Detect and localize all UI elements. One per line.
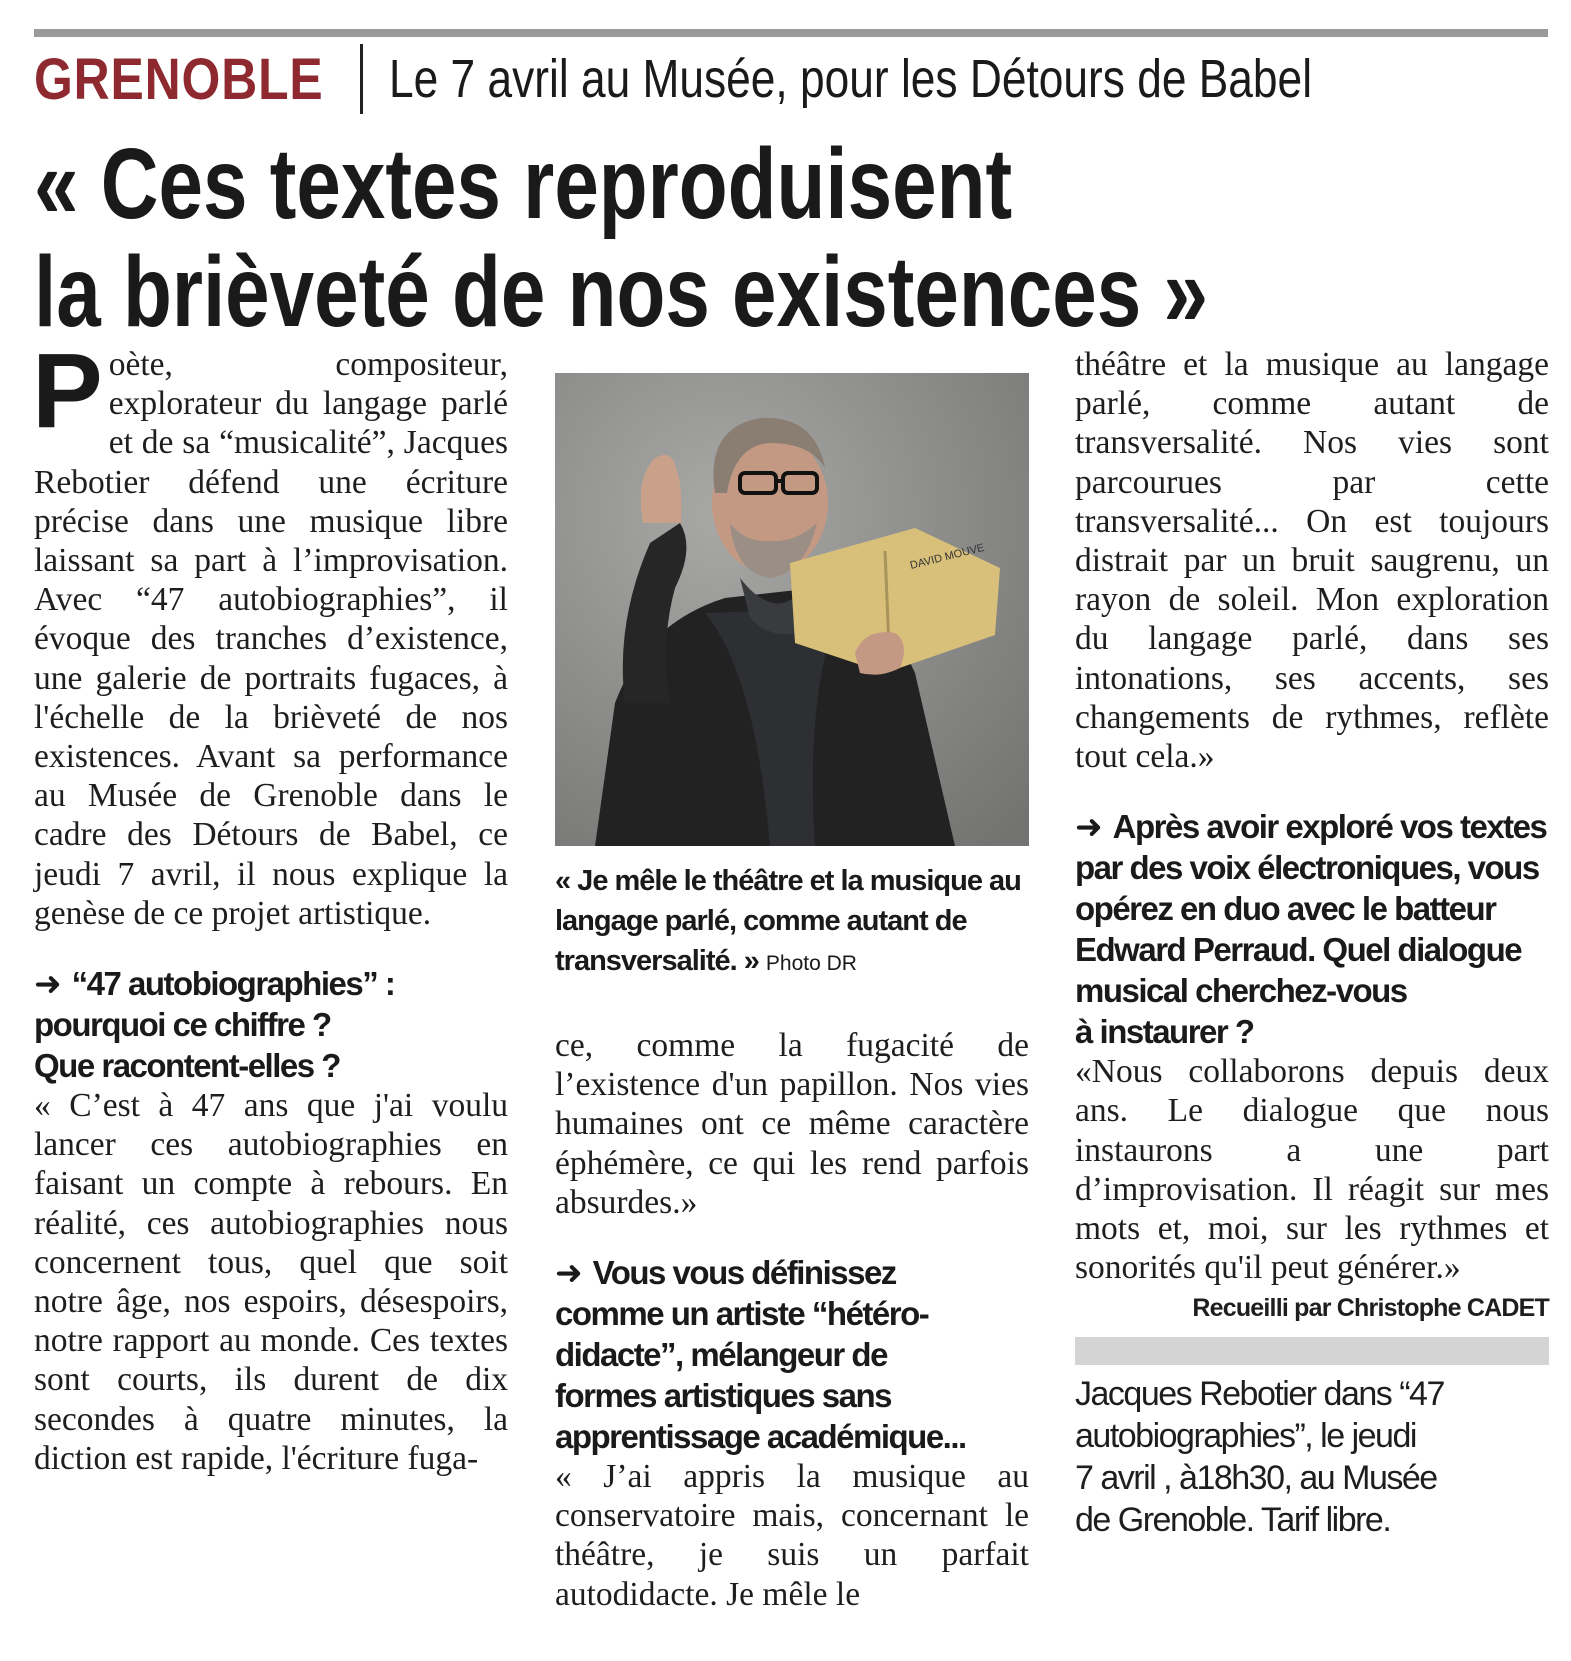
answer-1-part-1: « C’est à 47 ans que j'ai voulu lancer ces autobiographies en faisant un compte à rebours. En réalité, ces autobiographies nous concernent tous, quel que soit notre âge, nos espoirs, désespoirs, notre rapport au monde. Ces textes sont courts, ils durent de dix secondes à quatre minutes, la diction est rapide, l'écriture fuga- <box>34 1087 508 1477</box>
performer-illustration <box>555 373 1029 846</box>
column-3 <box>1075 345 1549 1541</box>
question-1 <box>34 963 508 1086</box>
event-info-line: de Grenoble. Tarif libre. <box>1075 1501 1391 1540</box>
question-1-line: ➜ “47 autobiographies” : <box>34 965 395 1003</box>
question-2-line: didacte”, mélangeur de <box>555 1336 887 1374</box>
spacer <box>555 1222 1029 1252</box>
kicker <box>34 44 1515 114</box>
intro-text: oète, compositeur, explorateur du langage parlé et de sa “musicalité”, Jacques Rebotier défend une écriture précise dans une musique libre laissant sa part à l’improvisation. Avec “47 autobiographies”, il évoque des tranches d’existence, une galerie de portraits fugaces, à l'échelle de la brièveté de nos existences. Avant sa performance au Musée de Grenoble dans le cadre des Détours de Babel, ce jeudi 7 avril, il nous explique la genèse de ce projet artistique. <box>34 346 508 932</box>
question-3-line: opérez en duo avec le batteur <box>1075 890 1496 928</box>
info-bar <box>1075 1337 1549 1365</box>
question-3-line: à instaurer ? <box>1075 1013 1254 1051</box>
answer-1-part-2: ce, comme la fugacité de l’existence d'un papillon. Nos vies humaines ont ce même caractère éphémère, ce qui les rend parfois absurdes.» <box>555 1027 1029 1221</box>
headline-line-1: « Ces textes reproduisent <box>34 128 1013 240</box>
photo-caption <box>555 861 1035 984</box>
headline <box>34 130 1564 346</box>
kicker-subtitle: Le 7 avril au Musée, pour les Détours de Babel <box>389 49 1313 109</box>
question-1-line: pourquoi ce chiffre ? <box>34 1006 331 1044</box>
drop-cap: P <box>32 332 103 450</box>
book-title: DAVID MOUVE <box>908 541 986 572</box>
arrow-right-icon: ➜ <box>555 1254 583 1292</box>
answer-2-part-2: théâtre et la musique au langage parlé, comme autant de transversalité. Nos vies sont parcourues par cette transversalité... On est toujours distrait par un bruit saugrenu, un rayon de soleil. Mon exploration du langage parlé, dans ses intonations, ses accents, ses changements de rythmes, reflète tout cela.» <box>1075 346 1549 776</box>
portrait-photo <box>555 373 1029 846</box>
answer-3: «Nous collaborons depuis deux ans. Le dialogue que nous instaurons a une part d’improvisation. Il réagit sur mes mots et, moi, sur les rythmes et sonorités qu'il peut générer.» <box>1075 1053 1549 1287</box>
headline-line-2: la brièveté de nos existences » <box>34 236 1208 348</box>
intro-paragraph <box>32 332 508 933</box>
top-rule <box>34 29 1548 37</box>
column-1 <box>32 332 508 1478</box>
photo-credit: Photo DR <box>765 952 857 975</box>
question-3-line: Edward Perraud. Quel dialogue <box>1075 931 1522 969</box>
question-2 <box>555 1252 1029 1457</box>
event-info <box>1075 1373 1549 1541</box>
caption-text: « Je mêle le théâtre et la musique au langage parlé, comme autant de transversalité. » <box>555 865 1021 977</box>
event-info-line: 7 avril , à18h30, au Musée <box>1075 1459 1437 1498</box>
question-2-line: comme un artiste “hétéro- <box>555 1295 929 1333</box>
question-3 <box>1075 806 1549 1052</box>
arrow-right-icon: ➜ <box>1075 808 1103 846</box>
arrow-right-icon: ➜ <box>34 965 62 1003</box>
event-info-line: autobiographies”, le jeudi <box>1075 1417 1416 1456</box>
spacer <box>34 933 508 963</box>
spacer <box>1075 776 1549 806</box>
question-2-line: ➜ Vous vous définissez <box>555 1254 896 1292</box>
answer-2-part-1: « J’ai appris la musique au conservatoire mais, concernant le théâtre, je suis un parfait autodidacte. Je mêle le <box>555 1458 1029 1613</box>
kicker-separator <box>360 44 363 114</box>
question-2-line: formes artistiques sans <box>555 1377 891 1415</box>
byline: Recueilli par Christophe CADET <box>1192 1294 1549 1323</box>
question-2-line: apprentissage académique... <box>555 1418 966 1456</box>
kicker-place: GRENOBLE <box>34 46 324 112</box>
question-3-line: ➜ Après avoir exploré vos textes <box>1075 808 1547 846</box>
question-1-line: Que racontent-elles ? <box>34 1047 340 1085</box>
question-3-line: musical cherchez-vous <box>1075 972 1407 1010</box>
question-3-line: par des voix électroniques, vous <box>1075 849 1539 887</box>
column-2 <box>555 1026 1029 1614</box>
event-info-line: Jacques Rebotier dans “47 <box>1075 1375 1444 1414</box>
